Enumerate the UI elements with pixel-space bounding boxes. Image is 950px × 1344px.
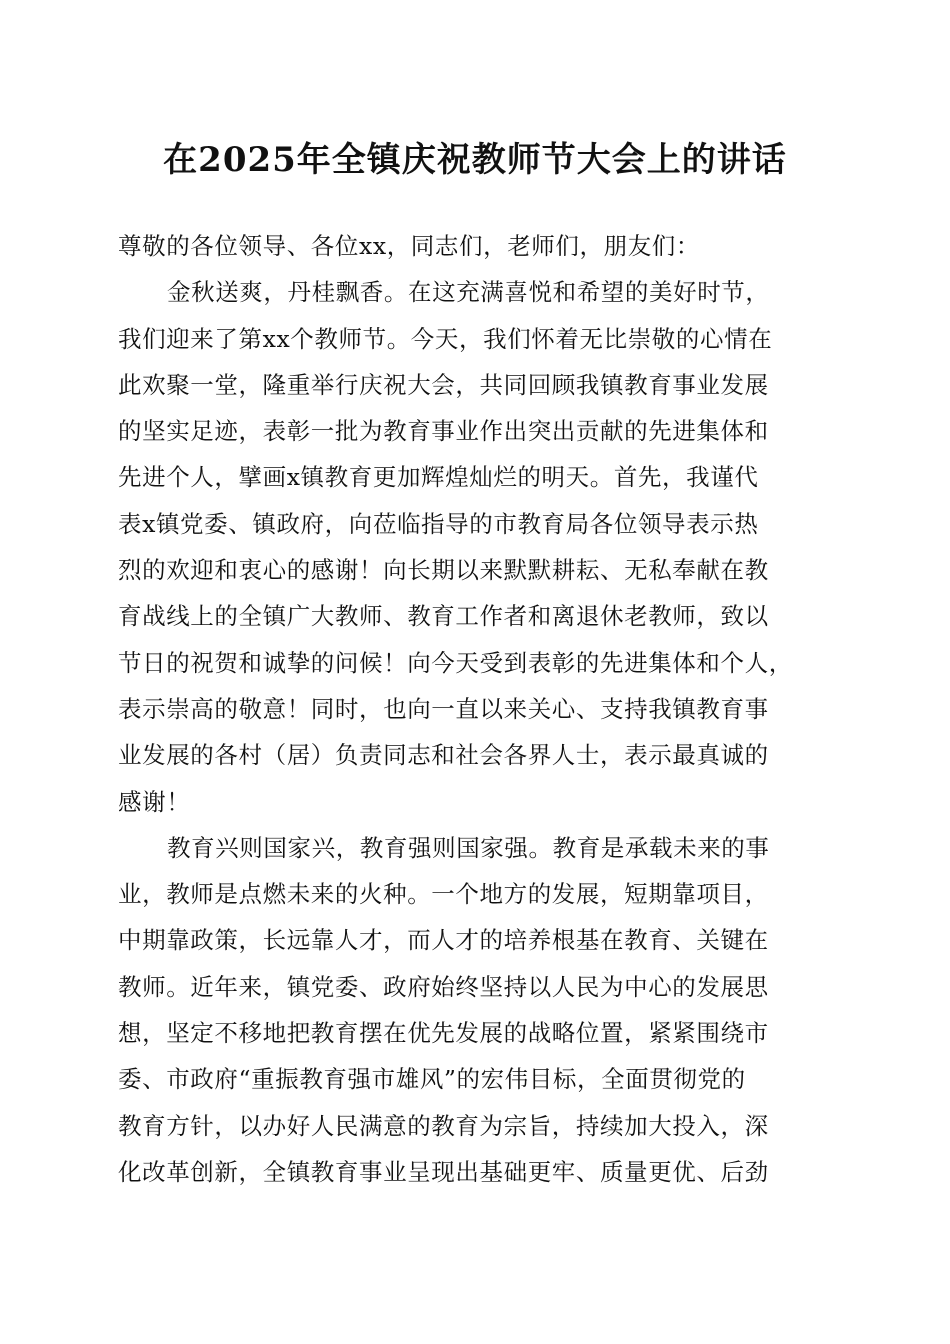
paragraph-line: 育战线上的全镇广大教师、教育工作者和离退休老教师，致以 [118, 602, 769, 631]
paragraph-line: 化改革创新，全镇教育事业呈现出基础更牢、质量更优、后劲 [118, 1157, 769, 1186]
paragraph-line: 表示崇高的敬意！同时，也向一直以来关心、支持我镇教育事 [118, 694, 769, 723]
paragraph-line: 此欢聚一堂，隆重举行庆祝大会，共同回顾我镇教育事业发展 [118, 370, 769, 399]
document-body [118, 223, 832, 1195]
paragraph-line: 业，教师是点燃未来的火种。一个地方的发展，短期靠项目， [118, 880, 769, 909]
paragraph-line: 我们迎来了第xx个教师节。今天，我们怀着无比崇敬的心情在 [118, 324, 773, 353]
paragraph-line: 表x镇党委、镇政府，向莅临指导的市教育局各位领导表示热 [118, 509, 759, 538]
paragraph-line: 感谢！ [118, 787, 191, 816]
document-title: 在2025年全镇庆祝教师节大会上的讲话 [163, 140, 787, 180]
paragraph-line: 金秋送爽，丹桂飘香。在这充满喜悦和希望的美好时节， [167, 278, 770, 307]
paragraph-line: 烈的欢迎和衷心的感谢！向长期以来默默耕耘、无私奉献在教 [118, 556, 769, 585]
paragraph-line: 委、市政府“重振教育强市雄风”的宏伟目标，全面贯彻党的 [118, 1065, 746, 1094]
paragraph-line: 的坚实足迹，表彰一批为教育事业作出突出贡献的先进集体和 [118, 417, 769, 446]
paragraph-line: 教育方针，以办好人民满意的教育为宗旨，持续加大投入，深 [118, 1111, 769, 1140]
paragraph-line: 节日的祝贺和诚挚的问候！向今天受到表彰的先进集体和个人， [118, 648, 793, 677]
paragraph-line: 中期靠政策，长远靠人才，而人才的培养根基在教育、关键在 [118, 926, 769, 955]
salutation: 尊敬的各位领导、各位xx，同志们，老师们，朋友们： [118, 232, 701, 260]
paragraph-line: 教师。近年来，镇党委、政府始终坚持以人民为中心的发展思 [118, 972, 769, 1001]
paragraph-line: 业发展的各村（居）负责同志和社会各界人士，表示最真诚的 [118, 741, 769, 770]
paragraph-line: 想，坚定不移地把教育摆在优先发展的战略位置，紧紧围绕市 [118, 1019, 769, 1048]
paragraph-line: 教育兴则国家兴，教育强则国家强。教育是承载未来的事 [167, 833, 770, 862]
paragraph-line: 先进个人，擘画x镇教育更加辉煌灿烂的明天。首先，我谨代 [118, 463, 759, 492]
